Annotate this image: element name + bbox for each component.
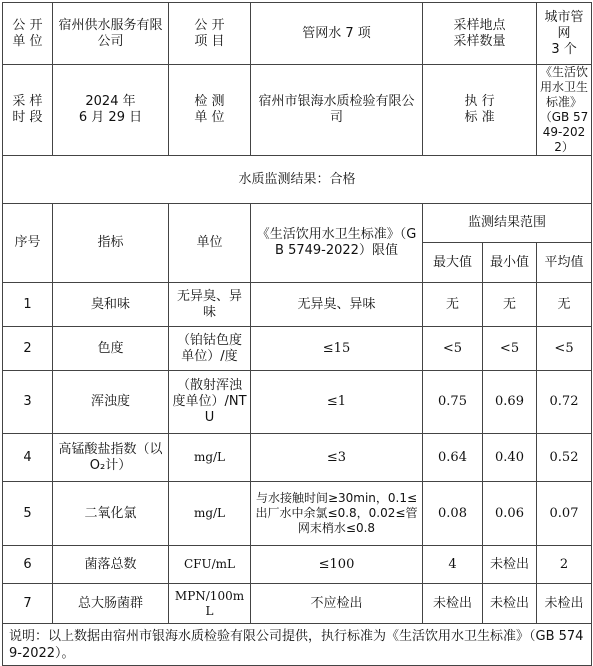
row-no: 5: [3, 482, 53, 546]
row-min: 未检出: [483, 546, 537, 584]
table-row: [3, 584, 592, 624]
row-max: 无: [423, 283, 483, 327]
table-row: [3, 434, 592, 482]
row-no: 7: [3, 584, 53, 624]
row-avg: <5: [537, 327, 592, 371]
item-value: 管网水 7 项: [251, 3, 423, 65]
row-max: 4: [423, 546, 483, 584]
row-min: 未检出: [483, 584, 537, 624]
header-row-1: [3, 3, 592, 65]
row-no: 4: [3, 434, 53, 482]
note-row: [3, 624, 592, 666]
col-max: 最大值: [423, 243, 483, 283]
sites-label: 采样地点 采样数量: [423, 3, 537, 65]
table-row: [3, 482, 592, 546]
row-indicator: 浑浊度: [53, 371, 169, 434]
row-min: 无: [483, 283, 537, 327]
col-no: 序号: [3, 204, 53, 283]
row-avg: 0.07: [537, 482, 592, 546]
row-avg: 0.52: [537, 434, 592, 482]
row-indicator: 高锰酸盐指数（以 O₂计）: [53, 434, 169, 482]
row-no: 3: [3, 371, 53, 434]
row-limit: ≤1: [251, 371, 423, 434]
row-min: 0.69: [483, 371, 537, 434]
row-avg: 2: [537, 546, 592, 584]
row-limit: 与水接触时间≥30min，0.1≤出厂水中余氯≤0.8，0.02≤管网末梢水≤0.8: [251, 482, 423, 546]
column-header-row-1: [3, 204, 592, 243]
sites-value: 城市管网 3 个: [537, 3, 592, 65]
row-unit: mg/L: [169, 434, 251, 482]
row-avg: 无: [537, 283, 592, 327]
header-row-2: [3, 65, 592, 156]
row-limit: 不应检出: [251, 584, 423, 624]
row-max: 0.64: [423, 434, 483, 482]
row-min: <5: [483, 327, 537, 371]
org-label: 公 开 单 位: [3, 3, 53, 65]
row-indicator: 总大肠菌群: [53, 584, 169, 624]
lab-label: 检 测 单 位: [169, 65, 251, 156]
row-no: 6: [3, 546, 53, 584]
row-indicator: 臭和味: [53, 283, 169, 327]
row-no: 2: [3, 327, 53, 371]
water-quality-table: [2, 2, 592, 666]
table-row: [3, 283, 592, 327]
row-avg: 0.72: [537, 371, 592, 434]
time-value: 2024 年 6 月 29 日: [53, 65, 169, 156]
item-label: 公 开 项 目: [169, 3, 251, 65]
result-line: 水质监测结果：合格: [3, 156, 592, 204]
row-limit: ≤15: [251, 327, 423, 371]
col-range: 监测结果范围: [423, 204, 592, 243]
note-text: 说明：以上数据由宿州市银海水质检验有限公司提供，执行标准为《生活饮用水卫生标准》（GB 5749-2022）。: [3, 624, 592, 666]
col-min: 最小值: [483, 243, 537, 283]
col-avg: 平均值: [537, 243, 592, 283]
row-unit: （铂钴色度单位）/度: [169, 327, 251, 371]
std-value: 《生活饮用水卫生标准》（GB 5749-2022）: [537, 65, 592, 156]
row-indicator: 二氧化氯: [53, 482, 169, 546]
table-row: [3, 327, 592, 371]
row-max: 0.75: [423, 371, 483, 434]
row-unit: mg/L: [169, 482, 251, 546]
row-avg: 未检出: [537, 584, 592, 624]
table-row: [3, 371, 592, 434]
col-limit: 《生活饮用水卫生标准》（GB 5749-2022）限值: [251, 204, 423, 283]
time-label: 采 样 时 段: [3, 65, 53, 156]
row-limit: ≤100: [251, 546, 423, 584]
org-value: 宿州供水服务有限公司: [53, 3, 169, 65]
row-limit: ≤3: [251, 434, 423, 482]
row-indicator: 菌落总数: [53, 546, 169, 584]
row-unit: MPN/100mL: [169, 584, 251, 624]
row-max: <5: [423, 327, 483, 371]
row-min: 0.06: [483, 482, 537, 546]
row-unit: CFU/mL: [169, 546, 251, 584]
col-unit: 单位: [169, 204, 251, 283]
row-indicator: 色度: [53, 327, 169, 371]
row-no: 1: [3, 283, 53, 327]
row-limit: 无异臭、异味: [251, 283, 423, 327]
std-label: 执 行 标 准: [423, 65, 537, 156]
row-unit: 无异臭、异味: [169, 283, 251, 327]
row-max: 未检出: [423, 584, 483, 624]
table-row: [3, 546, 592, 584]
row-min: 0.40: [483, 434, 537, 482]
row-unit: （散射浑浊度单位）/NTU: [169, 371, 251, 434]
row-max: 0.08: [423, 482, 483, 546]
col-indicator: 指标: [53, 204, 169, 283]
result-row: [3, 156, 592, 204]
lab-value: 宿州市银海水质检验有限公司: [251, 65, 423, 156]
